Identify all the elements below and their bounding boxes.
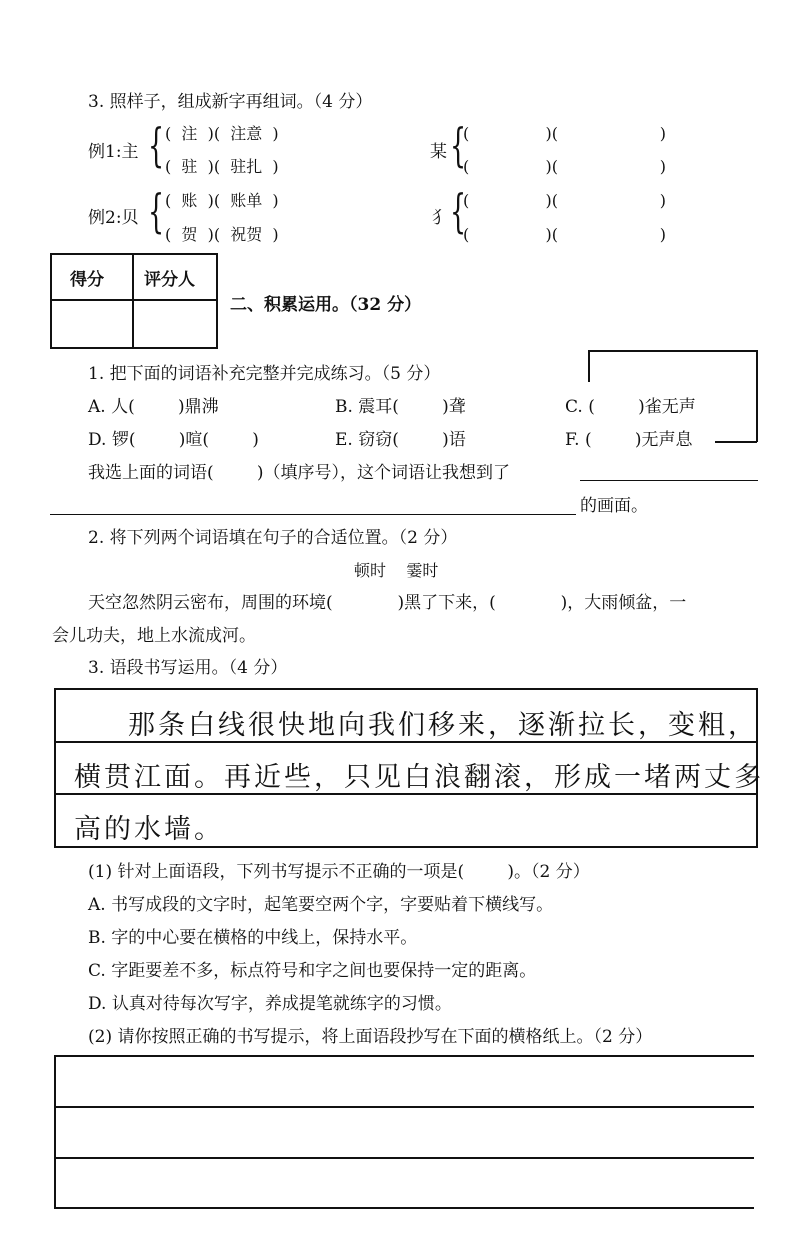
answer-row[interactable]: ( )( ) (463, 124, 666, 143)
option-c: C. ( )雀无声 (565, 397, 696, 417)
question1-label: 某 (430, 142, 447, 162)
brace-icon: { (148, 184, 165, 238)
question2-label: 犭 (432, 208, 449, 228)
option-b: B. 震耳( )聋 (335, 397, 466, 417)
corner-mark (588, 350, 590, 382)
word-choices: 顿时 霎时 (354, 561, 439, 580)
passage-line3: 高的水墙。 (74, 814, 224, 845)
sentence-line1: 天空忽然阴云密布，周围的环境( )黑了下来，( )，大雨倾盆，一 (88, 593, 687, 613)
score-header: 得分 (70, 270, 104, 290)
brace-icon: { (450, 118, 467, 172)
answer-row[interactable]: ( )( ) (463, 191, 666, 210)
q1-title: 1. 把下面的词语补充完整并完成练习。（5 分） (88, 364, 441, 384)
option-d: D. 锣( )喧( ) (88, 430, 259, 450)
option-e: E. 窃窃( )语 (335, 430, 466, 450)
example2-label: 例2:贝 (88, 208, 139, 228)
answer-blank[interactable] (580, 480, 758, 481)
passage-line2: 横贯江面。再近些，只见白浪翻滚，形成一堵两丈多 (74, 762, 764, 793)
example1-row1: ( 注 )( 注意 ) (165, 124, 279, 143)
q3-title: 3. 语段书写运用。（4 分） (88, 658, 288, 678)
grader-header: 评分人 (144, 270, 195, 290)
sentence-line2: 会儿功夫，地上水流成河。 (52, 626, 256, 646)
example2-row1: ( 账 )( 账单 ) (165, 191, 279, 210)
q2-title: 2. 将下列两个词语填在句子的合适位置。（2 分） (88, 528, 458, 548)
answer-row[interactable]: ( )( ) (463, 157, 666, 176)
end-text: 的画面。 (580, 496, 648, 516)
sub-question1: (1) 针对上面语段，下列书写提示不正确的一项是( )。（2 分） (88, 862, 590, 882)
option-a: A. 人( )鼎沸 (88, 397, 219, 417)
choice-d: D. 认真对待每次写字，养成提笔就练字的习惯。 (88, 994, 452, 1014)
brace-icon: { (450, 184, 467, 238)
example1-row2: ( 驻 )( 驻扎 ) (165, 157, 279, 176)
example2-row2: ( 贺 )( 祝贺 ) (165, 225, 279, 244)
q3-top-title: 3. 照样子，组成新字再组词。（4 分） (88, 92, 373, 112)
option-f: F. ( )无声息 (565, 430, 693, 450)
answer-blank[interactable] (50, 514, 576, 515)
section-title: 二、积累运用。（32 分） (230, 295, 422, 315)
passage-line1: 那条白线很快地向我们移来，逐渐拉长，变粗， (128, 710, 758, 741)
corner-mark (715, 441, 757, 443)
answer-row[interactable]: ( )( ) (463, 225, 666, 244)
corner-mark (588, 350, 758, 352)
sub-question2: (2) 请你按照正确的书写提示，将上面语段抄写在下面的横格纸上。（2 分） (88, 1027, 653, 1047)
choice-b: B. 字的中心要在横格的中线上，保持水平。 (88, 928, 418, 948)
corner-mark (756, 350, 758, 442)
choice-a: A. 书写成段的文字时，起笔要空两个字，字要贴着下横线写。 (88, 895, 554, 915)
choice-c: C. 字距要差不多，标点符号和字之间也要保持一定的距离。 (88, 961, 537, 981)
select-line: 我选上面的词语( )（填序号），这个词语让我想到了 (88, 463, 510, 483)
example1-label: 例1:主 (88, 142, 139, 162)
brace-icon: { (148, 118, 165, 172)
